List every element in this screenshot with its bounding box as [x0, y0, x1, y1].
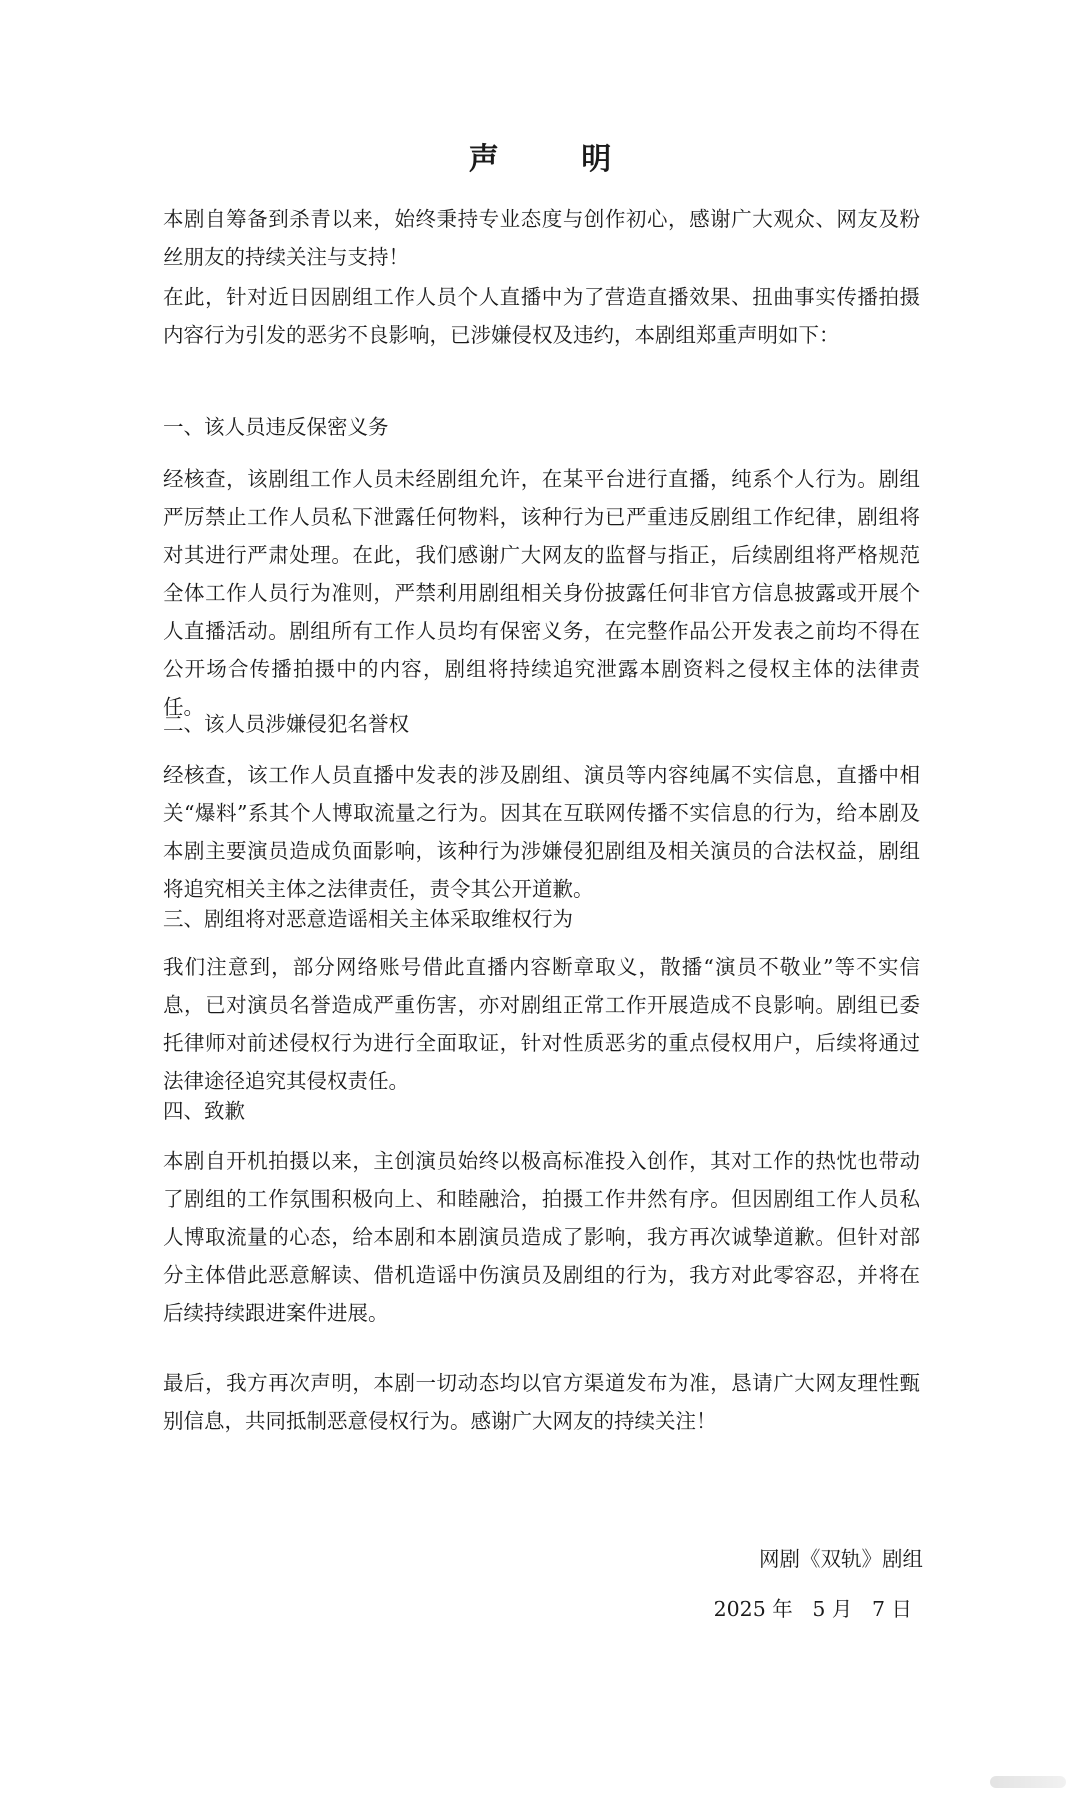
section-1-heading: 一、该人员违反保密义务	[163, 415, 389, 439]
section-3-heading: 三、剧组将对恶意造谣相关主体采取维权行为	[163, 907, 573, 931]
signature-issuer: 网剧《双轨》剧组	[759, 1547, 923, 1571]
closing-paragraph: 最后，我方再次声明，本剧一切动态均以官方渠道发布为准，恳请广大网友理性甄别信息，共同抵制恶意侵权行为。感谢广大网友的持续关注！	[163, 1371, 920, 1433]
watermark-bar	[990, 1776, 1066, 1788]
section-2-heading: 二、该人员涉嫌侵犯名誉权	[163, 712, 409, 736]
document-title: 声 明	[468, 142, 648, 177]
section-1-body: 经核查，该剧组工作人员未经剧组允许，在某平台进行直播，纯系个人行为。剧组严厉禁止工作人员私下泄露任何物料，该种行为已严重违反剧组工作纪律，剧组将对其进行严肃处理。在此，我们感谢广大网友的监督与指正，后续剧组将严格规范全体工作人员行为准则，严禁利用剧组相关身份披露任何非官方信息披露或开展个人直播活动。剧组所有工作人员均有保密义务，在完整作品公开发表之前均不得在公开场合传播拍摄中的内容，剧组将持续追究泄露本剧资料之侵权主体的法律责任。	[163, 467, 920, 719]
section-3-body: 我们注意到，部分网络账号借此直播内容断章取义，散播“演员不敬业”等不实信息，已对演员名誉造成严重伤害，亦对剧组正常工作开展造成不良影响。剧组已委托律师对前述侵权行为进行全面取证，针对性质恶劣的重点侵权用户，后续将通过法律途径追究其侵权责任。	[163, 955, 920, 1093]
intro-paragraph-1: 本剧自筹备到杀青以来，始终秉持专业态度与创作初心，感谢广大观众、网友及粉丝朋友的持续关注与支持！	[163, 207, 920, 269]
section-2-body: 经核查，该工作人员直播中发表的涉及剧组、演员等内容纯属不实信息，直播中相关“爆料”系其个人博取流量之行为。因其在互联网传播不实信息的行为，给本剧及本剧主要演员造成负面影响，该种行为涉嫌侵犯剧组及相关演员的合法权益，剧组将追究相关主体之法律责任，责令其公开道歉。	[163, 763, 920, 901]
intro-paragraph-2: 在此，针对近日因剧组工作人员个人直播中为了营造直播效果、扭曲事实传播拍摄内容行为引发的恶劣不良影响，已涉嫌侵权及违约，本剧组郑重声明如下：	[163, 285, 920, 347]
section-4-heading: 四、致歉	[163, 1099, 245, 1123]
signature-date: 2025 年 5 月 7 日	[713, 1597, 912, 1621]
section-4-body: 本剧自开机拍摄以来，主创演员始终以极高标准投入创作，其对工作的热忱也带动了剧组的工作氛围积极向上、和睦融洽，拍摄工作井然有序。但因剧组工作人员私人博取流量的心态，给本剧和本剧演员造成了影响，我方再次诚挚道歉。但针对部分主体借此恶意解读、借机造谣中伤演员及剧组的行为，我方对此零容忍，并将在后续持续跟进案件进展。	[163, 1149, 920, 1325]
